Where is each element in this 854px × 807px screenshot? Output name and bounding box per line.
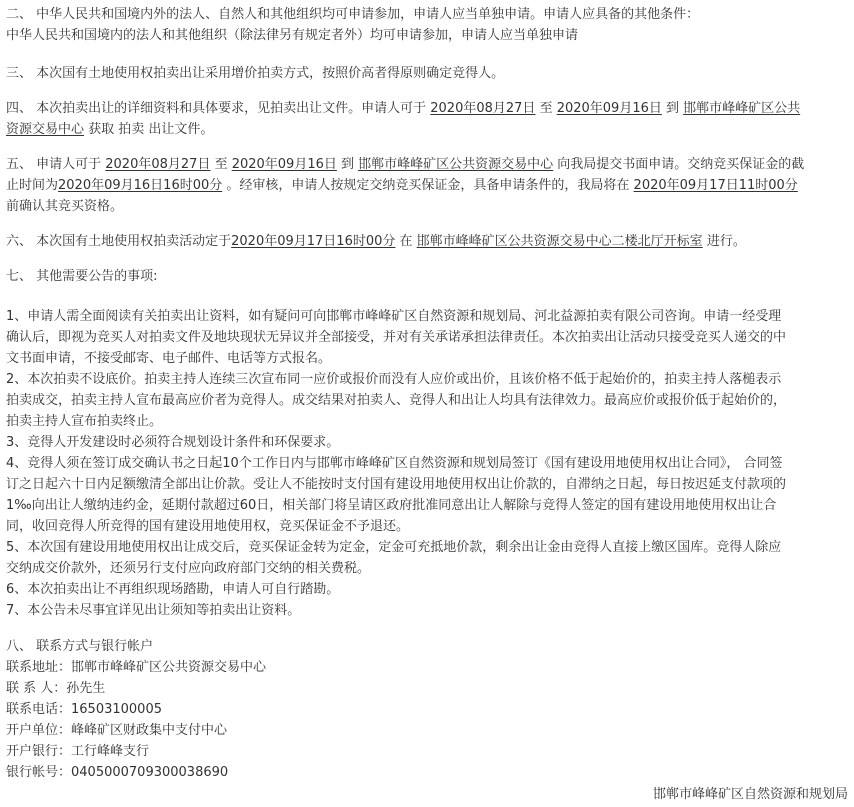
section-3: 三、 本次国有土地使用权拍卖出让采用增价拍卖方式，按照价高者得原则确定竞得人。 [6,66,505,81]
section-5 [6,154,848,217]
item-2: 2、本次拍卖不设底价。拍卖主持人连续三次宣布同一应价或报价而没有人应价或出价，且该价格不低于起始价的，拍卖主持人落槌表示 拍卖成交，拍卖主持人宣布最高应价者为竞得人。成交结果对拍卖人、竞得人和出让人均具有法律效力。最高应价或报价低于起始价的， 拍卖主持人宣布拍卖终止。 [6,372,787,429]
auction-time: 2020年09月17日16时00分 [231,234,396,249]
qualification-confirm-time: 2020年09月17日11时00分 [633,178,798,193]
section-4 [6,98,848,140]
submit-place: 邯郸市峰峰矿区公共资源交易中心 [358,157,554,172]
section-7-heading: 七、 其他需要公告的事项: [6,269,158,284]
auction-place: 邯郸市峰峰矿区公共资源交易中心二楼北厅开标室 [416,234,703,249]
trading-center-name-part-1: 邯郸市峰峰矿区公共 [683,101,801,116]
section-6: 六、 本次国有土地使用权拍卖活动定于2020年09月17日16时00分 在 邯郸市峰峰矿区公共资源交易中心二楼北厅开标室 进行。 [6,234,746,249]
issuer-signature: 邯郸市峰峰矿区自然资源和规划局 [652,787,848,802]
item-6: 6、本次拍卖出让不再组织现场踏勘，申请人可自行踏勘。 [6,582,340,597]
trading-center-name-part-2: 资源交易中心 [6,122,85,137]
section-2 [6,4,699,46]
submit-start-date: 2020年08月27日 [105,157,211,172]
section-5-line-3: 前确认其竞买资格。 [6,199,124,214]
apply-end-date: 2020年09月16日 [556,101,662,116]
item-3: 3、竞得人开发建设时必须符合规划设计条件和环保要求。 [6,435,340,450]
section-8-heading: 八、 联系方式与银行帐户 [6,639,154,654]
section-4-line-2: 资源交易中心 获取 拍卖 出让文件。 [6,122,214,137]
section-8 [6,636,266,783]
section-7-items [6,306,848,621]
contact-person: 联 系 人：孙先生 [6,681,106,696]
account-number: 银行帐号：0405000709300038690 [6,765,229,780]
account-unit: 开户单位：峰峰矿区财政集中支付中心 [6,723,228,738]
item-1: 1、申请人需全面阅读有关拍卖出让资料，如有疑问可向邯郸市峰峰矿区自然资源和规划局、河北益源拍卖有限公司咨询。申请一经受理 确认后，即视为竞买人对拍卖文件及地块现状无异议并全部接受，并对有关承诺承担法律责任。本次拍卖出让活动只接受竞买人递交的中 文书面申请，不接受邮寄、电子邮件、电话等方式报名。 [6,309,787,366]
contact-address: 联系地址：邯郸市峰峰矿区公共资源交易中心 [6,660,267,675]
section-2-line-1: 二、 中华人民共和国境内外的法人、自然人和其他组织均可申请参加，申请人应当单独申请。申请人应具备的其他条件： [6,7,700,22]
section-4-line-1: 四、 本次拍卖出让的详细资料和具体要求，见拍卖出让文件。申请人可于 2020年08月27日 至 2020年09月16日 到 邯郸市峰峰矿区公共 [6,101,801,116]
section-5-line-2: 止时间为2020年09月16日16时00分 。经审核，申请人按规定交纳竞买保证金，具备申请条件的，我局将在 2020年09月17日11时00分 [6,178,798,193]
deposit-deadline: 2020年09月16日16时00分 [58,178,223,193]
item-7: 7、本公告未尽事宜详见出让须知等拍卖出让资料。 [6,603,301,618]
item-4: 4、竞得人须在签订成交确认书之日起10个工作日内与邯郸市峰峰矿区自然资源和规划局签订《国有建设用地使用权出让合同》， 合同签 订之日起六十日内足额缴清全部出让价款。受让人不能按时支付国有建设用地使用权出让价款的，自滞纳之日起，每日按迟延支付款项的 1‰向出让人缴纳违约金，延期付款超过60日，相关部门将呈请区政府批准同意出让人解除与竞得人签定的国有建设用地使用权出让合 同，收回竞得人所竞得的国有建设用地使用权，竞买保证金不予退还。 [6,456,787,534]
section-5-line-1: 五、 申请人可于 2020年08月27日 至 2020年09月16日 到 邯郸市峰峰矿区公共资源交易中心 向我局提交书面申请。交纳竞买保证金的截 [6,157,805,172]
submit-end-date: 2020年09月16日 [231,157,337,172]
account-bank: 开户银行：工行峰峰支行 [6,744,150,759]
contact-phone: 联系电话：16503100005 [6,702,162,717]
apply-start-date: 2020年08月27日 [430,101,536,116]
section-2-line-2: 中华人民共和国境内的法人和其他组织（除法律另有规定者外）均可申请参加，申请人应当单独申请 [6,28,579,43]
item-5: 5、本次国有建设用地使用权出让成交后，竞买保证金转为定金，定金可充抵地价款，剩余出让金由竞得人直接上缴区国库。竞得人除应 交纳成交价款外，还须另行支付应向政府部门交纳的相关费税。 [6,540,782,576]
